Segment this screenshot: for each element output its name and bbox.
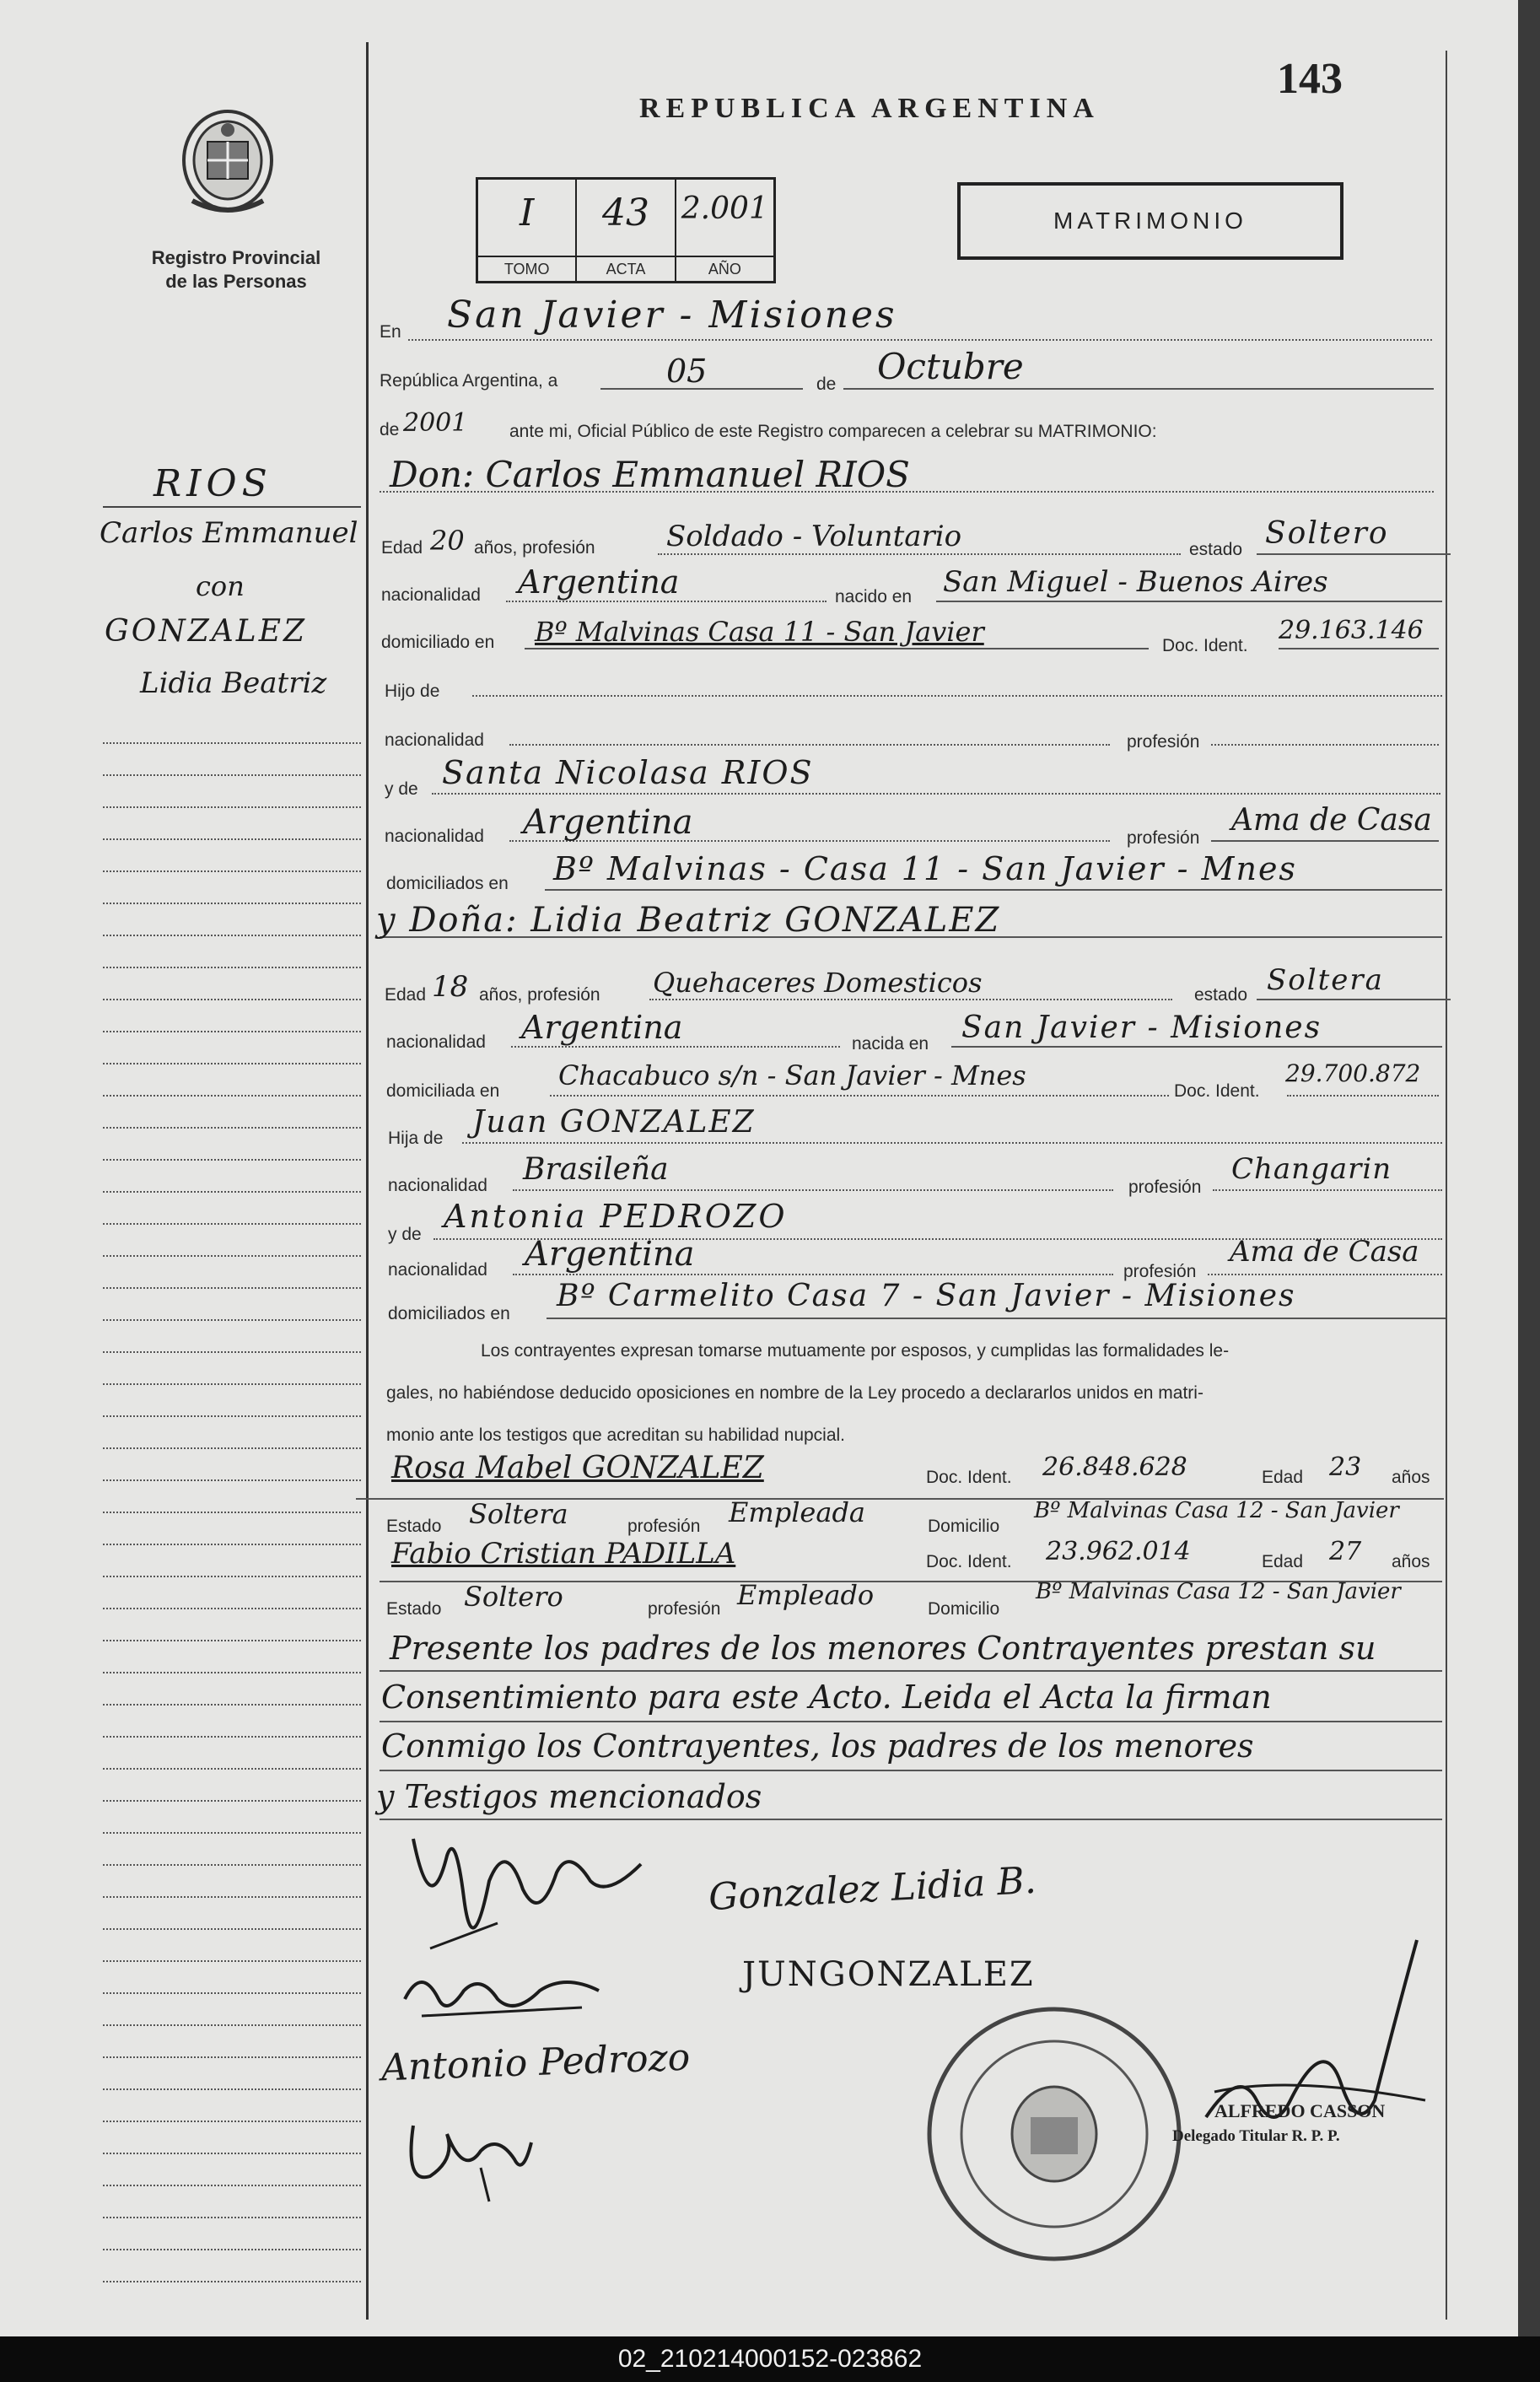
groom-status-value: Soltero [1265, 516, 1389, 551]
bride-father-profession-line [1213, 1189, 1442, 1191]
bride-mother-nationality-value: Argentina [525, 1235, 695, 1274]
registry-crest-icon [177, 108, 278, 234]
witness-1-domicile-value: Bº Malvinas Casa 12 - San Javier [1034, 1498, 1399, 1523]
witness-2-name: Fabio Cristian PADILLA [391, 1537, 736, 1571]
margin-ruled-line [103, 1704, 361, 1706]
page-number: 143 [1277, 55, 1343, 103]
margin-ruled-line [103, 1864, 361, 1866]
bride-born-label: nacida en [852, 1034, 929, 1054]
groom-mother-prefix: y de [385, 779, 418, 799]
place-line [408, 339, 1432, 341]
margin-ruled-line [103, 1479, 361, 1481]
margin-ruled-line [103, 1512, 361, 1513]
note-line-3-rule [380, 1770, 1442, 1771]
margin-ruled-line [103, 1800, 361, 1802]
registry-name-line2: de las Personas [165, 271, 307, 292]
margin-ruled-line [103, 1447, 361, 1449]
groom-parents-domicile-line [545, 889, 1442, 891]
groom-father-nationality-line [509, 744, 1110, 746]
intro-text: ante mi, Oficial Público de este Registro comparecen a celebrar su MATRIMONIO: [509, 422, 1157, 441]
bride-doc-value: 29.700.872 [1285, 1059, 1421, 1087]
margin-ruled-line [103, 1127, 361, 1129]
note-line-3: Conmigo los Contrayentes, los padres de los menores [381, 1727, 1254, 1765]
groom-mother-nationality-value: Argentina [523, 803, 693, 842]
margin-ruled-line [103, 742, 361, 744]
witness-1-status-label: Estado [386, 1517, 442, 1536]
groom-status-line [1257, 553, 1451, 555]
reference-box [476, 177, 776, 283]
groom-doc-line [1279, 648, 1439, 649]
witness-2-years-label: años [1392, 1552, 1430, 1571]
month-value: Octubre [877, 346, 1024, 387]
officer-name: ALFREDO CASSON [1214, 2100, 1386, 2121]
margin-ruled-line [103, 838, 361, 840]
margin-surname-bride: GONZALEZ [105, 614, 307, 649]
note-line-2: Consentimiento para este Acto. Leida el Acta la firman [381, 1679, 1272, 1716]
bride-profession-line [649, 999, 1172, 1000]
bride-parents-domicile-line [547, 1318, 1446, 1319]
groom-father-nationality-label: nacionalidad [385, 730, 484, 750]
bride-domicile-value: Chacabuco s/n - San Javier - Mnes [558, 1059, 1026, 1091]
tomo-value: I [519, 191, 535, 234]
groom-name-line-value: Don: Carlos Emmanuel RIOS [390, 454, 910, 495]
anio-value: 2.001 [681, 191, 768, 226]
witness-2-status-label: Estado [386, 1599, 442, 1619]
of-label: de [816, 375, 837, 394]
margin-ruled-line [103, 1415, 361, 1417]
country-day-label: República Argentina, a [380, 371, 558, 391]
bride-father-line [462, 1142, 1442, 1144]
bride-doc-label: Doc. Ident. [1174, 1081, 1260, 1101]
bride-nationality-label: nacionalidad [386, 1032, 486, 1052]
place-label: En [380, 322, 401, 342]
bride-nationality-value: Argentina [521, 1009, 683, 1046]
bride-born-value: San Javier - Misiones [961, 1010, 1322, 1045]
witness-2-status-value: Soltero [464, 1581, 563, 1613]
margin-ruled-line [103, 2185, 361, 2186]
bride-daughter-of-label: Hija de [388, 1129, 444, 1148]
bride-signature: Gonzalez Lidia B. [707, 1858, 1037, 1920]
witness-1-domicile-label: Domicilio [928, 1517, 1000, 1536]
margin-ruled-line [103, 1191, 361, 1193]
margin-ruled-line [103, 1255, 361, 1257]
witness-1-years-label: años [1392, 1468, 1430, 1487]
margin-ruled-line [103, 1576, 361, 1577]
margin-ruled-line [103, 2249, 361, 2250]
margin-ruled-line [103, 1960, 361, 1962]
groom-domicile-label: domiciliado en [381, 633, 495, 652]
bride-father-nationality-label: nacionalidad [388, 1176, 487, 1195]
groom-born-value: San Miguel - Buenos Aires [943, 565, 1328, 599]
margin-ruled-line [103, 2121, 361, 2122]
witness-1-doc-value: 26.848.628 [1042, 1452, 1187, 1482]
tomo-cell [478, 180, 577, 281]
mother-signature: Antonio Pedrozo [380, 2035, 691, 2090]
witness-2-profession-label: profesión [648, 1599, 721, 1619]
margin-ruled-line [103, 1736, 361, 1738]
note-line-1: Presente los padres de los menores Contrayentes prestan su [390, 1630, 1376, 1667]
witness-2-domicile-label: Domicilio [928, 1599, 1000, 1619]
margin-ruled-line [103, 2088, 361, 2090]
margin-ruled-line [103, 1608, 361, 1609]
month-line [843, 388, 1434, 390]
bride-age-value: 18 [432, 970, 469, 1004]
statement-line-1: Los contrayentes expresan tomarse mutuamente por esposos, y cumplidas las formalidades le- [481, 1341, 1230, 1361]
margin-ruled-line [103, 1351, 361, 1353]
bride-father-nationality-value: Brasileña [523, 1152, 669, 1187]
bride-years-label: años, profesión [479, 985, 600, 1005]
father-signature [396, 1957, 616, 2024]
margin-ruled-line [103, 1768, 361, 1770]
margin-ruled-line [103, 2281, 361, 2282]
margin-ruled-line [103, 1672, 361, 1673]
bride-mother-value: Antonia PEDROZO [444, 1198, 788, 1235]
margin-ruled-line [103, 999, 361, 1000]
groom-parents-domicile-value: Bº Malvinas - Casa 11 - San Javier - Mnes [553, 850, 1297, 887]
witness-2-doc-label: Doc. Ident. [926, 1552, 1012, 1571]
note-line-2-rule [380, 1721, 1442, 1722]
bride-mother-profession-line [1208, 1274, 1442, 1275]
margin-surname-groom: RIOS [153, 462, 272, 505]
image-id: 02_210214000152-023862 [617, 2345, 923, 2373]
groom-signature [396, 1822, 666, 1974]
officer-title: Delegado Titular R. P. P. [1172, 2127, 1340, 2145]
groom-mother-value: Santa Nicolasa RIOS [442, 754, 814, 791]
bride-mother-nationality-label: nacionalidad [388, 1260, 487, 1280]
groom-years-label: años, profesión [474, 538, 595, 558]
bride-mother-nationality-line [513, 1274, 1113, 1275]
witness-2-domicile-value: Bº Malvinas Casa 12 - San Javier [1036, 1579, 1401, 1604]
margin-ruled-line [103, 1287, 361, 1289]
witness-1-age-value: 23 [1329, 1452, 1362, 1482]
margin-ruled-line [103, 1896, 361, 1898]
bride-father-profession-label: profesión [1128, 1178, 1202, 1197]
groom-father-line [472, 695, 1442, 697]
groom-nationality-label: nacionalidad [381, 585, 481, 605]
groom-father-profession-label: profesión [1127, 732, 1200, 752]
witness-2-profession-value: Empleado [737, 1579, 875, 1611]
witness-signature: JUNGONZALEZ [742, 1955, 1035, 1994]
statement-line-3: monio ante los testigos que acreditan su habilidad nupcial. [386, 1425, 846, 1445]
year-value: 2001 [403, 408, 468, 438]
groom-born-line [936, 601, 1442, 602]
bride-father-profession-value: Changarin [1231, 1152, 1392, 1186]
margin-given-bride: Lidia Beatriz [140, 666, 327, 700]
witness-1-profession-label: profesión [627, 1517, 701, 1536]
margin-ruled-line [103, 1159, 361, 1161]
bride-profession-value: Quehaceres Domesticos [653, 967, 983, 999]
margin-ruled-line [103, 1223, 361, 1225]
witness-1-age-label: Edad [1262, 1468, 1304, 1487]
binder-rule [366, 42, 369, 2320]
margin-ruled-line [103, 774, 361, 776]
margin-ruled-line [103, 1928, 361, 1930]
margin-ruled-line [103, 1383, 361, 1385]
margin-ruled-line [103, 870, 361, 872]
margin-ruled-line [103, 967, 361, 968]
image-footer [0, 2336, 1540, 2382]
groom-mother-profession-value: Ama de Casa [1231, 803, 1432, 838]
day-value: 05 [666, 353, 708, 390]
margin-ruled-line [103, 2056, 361, 2058]
groom-born-label: nacido en [835, 587, 913, 606]
margin-ruled-line [103, 1992, 361, 1994]
groom-profession-value: Soldado - Voluntario [666, 520, 962, 553]
groom-parents-domicile-label: domiciliados en [386, 874, 509, 893]
groom-doc-label: Doc. Ident. [1162, 636, 1248, 655]
groom-son-of-label: Hijo de [385, 682, 440, 701]
acta-cell [577, 180, 676, 281]
groom-domicile-line [525, 648, 1149, 649]
note-line-4-rule [380, 1819, 1442, 1820]
margin-given-groom: Carlos Emmanuel [100, 516, 358, 550]
page-edge [1518, 0, 1540, 2336]
groom-mother-profession-line [1211, 840, 1439, 842]
groom-profession-line [658, 553, 1181, 555]
bride-born-line [951, 1046, 1442, 1048]
registry-name [110, 246, 363, 294]
groom-mother-profession-label: profesión [1127, 828, 1200, 848]
margin-ruled-line [103, 1544, 361, 1545]
margin-ruled-line [103, 806, 361, 808]
bride-father-value: Juan GONZALEZ [472, 1105, 756, 1140]
bride-mother-profession-label: profesión [1123, 1262, 1197, 1281]
acta-value: 43 [601, 191, 649, 234]
act-type-box: MATRIMONIO [957, 182, 1343, 260]
anio-label: AÑO [676, 256, 773, 281]
bride-parents-domicile-value: Bº Carmelito Casa 7 - San Javier - Misiones [557, 1279, 1296, 1313]
margin-ruled-line [103, 1319, 361, 1321]
bride-name-line-value: y Doña: Lidia Beatriz GONZALEZ [376, 901, 1001, 940]
bride-doc-line [1287, 1095, 1439, 1097]
year-prefix: de [380, 420, 400, 439]
bride-domicile-label: domiciliada en [386, 1081, 500, 1101]
bride-mother-profession-value: Ama de Casa [1230, 1235, 1419, 1269]
registry-name-line1: Registro Provincial [151, 247, 321, 268]
margin-connector: con [196, 570, 245, 602]
note-line-1-rule [380, 1670, 1442, 1672]
margin-ruled-line [103, 1031, 361, 1032]
acta-label: ACTA [577, 256, 674, 281]
bride-nationality-line [511, 1046, 840, 1048]
margin-ruled-line [103, 1832, 361, 1834]
groom-status-label: estado [1189, 540, 1243, 559]
groom-nationality-value: Argentina [518, 563, 680, 601]
groom-age-value: 20 [430, 525, 465, 557]
bride-age-label: Edad [385, 985, 427, 1005]
witness-1-name: Rosa Mabel GONZALEZ [391, 1451, 764, 1485]
groom-mother-nationality-label: nacionalidad [385, 827, 484, 846]
bride-father-nationality-line [513, 1189, 1113, 1191]
margin-ruled-line [103, 1095, 361, 1097]
bride-status-line [1257, 999, 1451, 1000]
margin-ruled-line [103, 1063, 361, 1064]
groom-domicile-value: Bº Malvinas Casa 11 - San Javier [535, 616, 984, 648]
note-line-4: y Testigos mencionados [376, 1778, 762, 1815]
bride-domicile-line [550, 1095, 1169, 1097]
witness-2-age-value: 27 [1329, 1537, 1362, 1566]
bride-status-label: estado [1194, 985, 1248, 1005]
margin-ruled-line [103, 2024, 361, 2026]
groom-father-profession-line [1211, 744, 1439, 746]
groom-mother-line [432, 793, 1440, 795]
witness-2-signature [396, 2109, 548, 2210]
witness-1-status-value: Soltera [469, 1498, 568, 1530]
statement-line-2: gales, no habiéndose deducido oposiciones en nombre de la Ley procedo a declararlos unidos en matri- [386, 1383, 1203, 1403]
margin-ruled-line [103, 1640, 361, 1641]
anio-cell [676, 180, 773, 281]
tomo-label: TOMO [478, 256, 575, 281]
margin-line [103, 506, 361, 508]
margin-ruled-line [103, 903, 361, 904]
witness-2-age-label: Edad [1262, 1552, 1304, 1571]
witness-2-doc-value: 23.962.014 [1046, 1537, 1191, 1566]
place-value: San Javier - Misiones [447, 294, 897, 337]
margin-ruled-line [103, 935, 361, 936]
groom-age-label: Edad [381, 538, 423, 558]
bride-mother-prefix: y de [388, 1225, 422, 1244]
bride-status-value: Soltera [1267, 963, 1384, 997]
margin-ruled-line [103, 2217, 361, 2218]
groom-doc-value: 29.163.146 [1279, 616, 1424, 645]
witness-1-doc-label: Doc. Ident. [926, 1468, 1012, 1487]
country-heading: REPUBLICA ARGENTINA [639, 93, 1100, 124]
groom-nationality-line [506, 601, 827, 602]
margin-ruled-line [103, 2153, 361, 2154]
bride-parents-domicile-label: domiciliados en [388, 1304, 510, 1323]
witness-1-profession-value: Empleada [729, 1496, 865, 1528]
